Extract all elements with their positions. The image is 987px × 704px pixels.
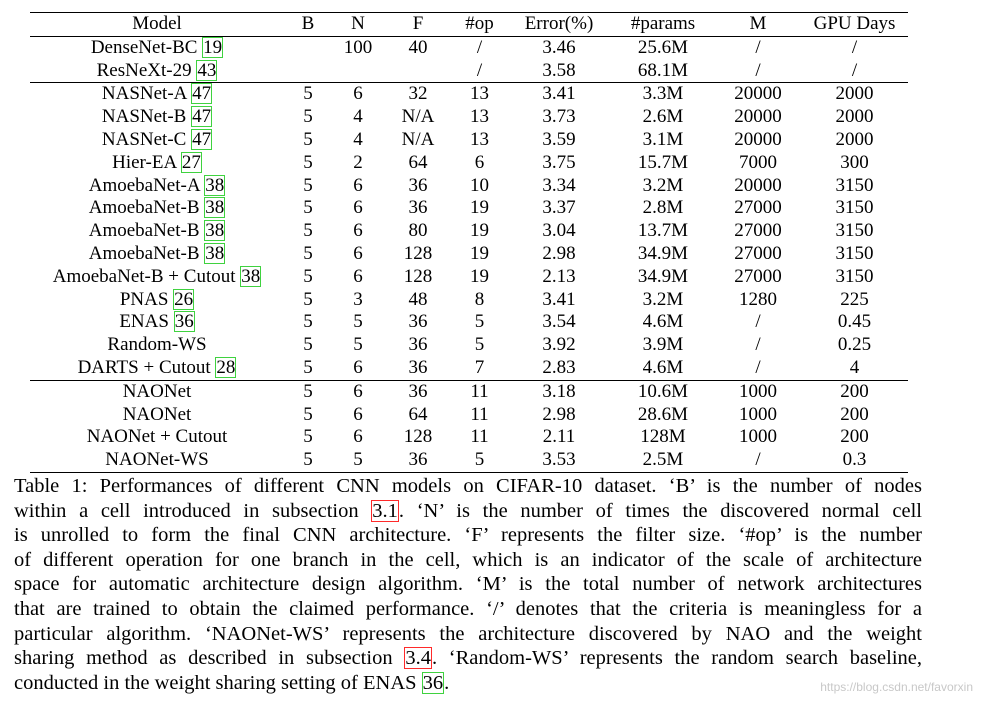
table-caption (14, 474, 922, 695)
cell-f: 48 (408, 288, 428, 310)
model-cell (30, 289, 284, 312)
caption-line: conducted in the weight sharing setting of ENAS 36. (14, 671, 450, 694)
cell-m: 1000 (739, 426, 777, 448)
model-name: AmoebaNet-B (88, 242, 200, 264)
cell-m: 7000 (739, 151, 777, 173)
table-row (30, 311, 908, 334)
caption-line: within a cell introduced in subsection 3.1. ‘N’ is the number of times the discovered normal cell (14, 499, 922, 522)
cell-f: 36 (408, 311, 428, 333)
cell-gpu: 200 (840, 426, 869, 448)
citation-link[interactable]: 38 (241, 265, 261, 287)
table-row (30, 175, 908, 198)
cell-b: 5 (303, 83, 313, 105)
cell-b: 5 (303, 106, 313, 128)
cell-op: 5 (474, 311, 485, 333)
cell-err: 2.83 (542, 356, 576, 378)
model-cell (30, 220, 284, 243)
cell-op: 19 (470, 197, 489, 219)
caption-line: space for automatic architecture design algorithm. ‘M’ is the total number of network architectures (14, 573, 922, 596)
model-cell (30, 266, 284, 289)
model-cell (30, 334, 284, 357)
cell-err: 2.13 (542, 265, 576, 287)
cell-op: 8 (474, 288, 485, 310)
cell-op: / (476, 59, 483, 81)
cell-m: 20000 (734, 83, 782, 105)
table-row (30, 197, 908, 220)
results-table (30, 12, 908, 473)
cell-params: 34.9M (637, 265, 689, 287)
cell-f: 64 (408, 151, 428, 173)
cell-m: / (755, 334, 761, 356)
column-header: #op (465, 13, 494, 34)
cell-m: / (755, 449, 761, 471)
subsection-link[interactable]: 3.4 (405, 647, 431, 670)
citation-link[interactable]: 27 (181, 151, 201, 173)
cell-f: 36 (408, 380, 428, 402)
model-name: NAONet + Cutout (86, 426, 228, 448)
cell-m: 1000 (739, 380, 777, 402)
table-row (30, 243, 908, 266)
cell-params: 3.2M (642, 288, 684, 310)
table-row (30, 426, 908, 449)
table-row (30, 289, 908, 312)
cell-err: 3.46 (542, 36, 576, 58)
cell-n: 100 (343, 36, 373, 58)
model-name: AmoebaNet-B (88, 220, 200, 242)
cell-op: 19 (470, 242, 489, 264)
cell-err: 3.59 (542, 128, 576, 150)
cell-op: 7 (474, 356, 485, 378)
cell-gpu: / (851, 59, 858, 81)
citation-link[interactable]: 28 (216, 356, 236, 378)
model-name: NAONet-WS (105, 449, 209, 471)
cell-n: 6 (353, 174, 363, 196)
cell-f: 128 (403, 265, 433, 287)
citation-link[interactable]: 38 (205, 197, 225, 219)
cell-b (284, 60, 332, 83)
cell-f: 80 (408, 220, 428, 242)
cell-f: 128 (403, 426, 433, 448)
caption-line: that are trained to obtain the claimed performance. ‘/’ denotes that the criteria is meaningless for a (14, 597, 922, 620)
table-row (30, 129, 908, 152)
cell-params: 3.3M (642, 83, 684, 105)
cell-b: 5 (303, 449, 313, 471)
model-name: AmoebaNet-B (88, 197, 200, 219)
cell-err: 3.58 (542, 59, 576, 81)
cell-err: 3.92 (542, 334, 576, 356)
cell-gpu: 0.45 (837, 311, 872, 333)
model-cell (30, 129, 284, 152)
model-name: Random-WS (107, 334, 207, 356)
column-header: #params (630, 13, 696, 34)
cell-n: 6 (353, 242, 363, 264)
cell-b: 5 (303, 426, 313, 448)
cell-b: 5 (303, 242, 313, 264)
cell-n: 6 (353, 83, 363, 105)
model-name: DARTS + Cutout (77, 356, 211, 378)
cell-b: 5 (303, 380, 313, 402)
citation-link[interactable]: 38 (205, 220, 225, 242)
model-name: NASNet-C (101, 128, 187, 150)
cell-params: 3.2M (642, 174, 684, 196)
cell-op: 19 (470, 265, 489, 287)
model-name: AmoebaNet-B + Cutout (52, 265, 236, 287)
baseline-group (30, 36, 908, 83)
cell-b: 5 (303, 334, 313, 356)
cell-params: 2.6M (642, 106, 684, 128)
cell-err: 2.98 (542, 403, 576, 425)
cell-gpu: 3150 (835, 197, 874, 219)
cell-m: 27000 (734, 242, 782, 264)
cell-gpu: 3150 (835, 174, 874, 196)
watermark: https://blog.csdn.net/favorxin (820, 680, 973, 694)
cell-b: 5 (303, 288, 313, 310)
model-cell (30, 36, 284, 59)
cell-m: / (755, 59, 761, 81)
cell-err: 2.98 (542, 242, 576, 264)
header-row (30, 13, 908, 37)
column-header: GPU Days (813, 13, 896, 34)
cell-op: 13 (470, 106, 489, 128)
naonet-group (30, 380, 908, 472)
cell-params: 10.6M (637, 380, 689, 402)
cell-f: 40 (408, 36, 428, 58)
citation-link[interactable]: 47 (192, 106, 212, 128)
cell-n: 2 (353, 151, 363, 173)
model-name: ResNeXt-29 (96, 59, 192, 81)
model-name: NAONet (122, 403, 192, 425)
caption-line: sharing method as described in subsection 3.4. ‘Random-WS’ represents the random search baseline, (14, 647, 923, 670)
cell-n: 5 (353, 334, 363, 356)
cell-n: 3 (353, 288, 363, 310)
cell-gpu: 3150 (835, 220, 874, 242)
cell-err: 3.54 (542, 311, 576, 333)
table-header (30, 13, 908, 37)
citation-link[interactable]: 43 (197, 59, 217, 81)
cell-gpu: 3150 (835, 242, 874, 264)
citation-link[interactable]: 47 (192, 83, 212, 105)
cell-n: 6 (353, 220, 363, 242)
cell-m: 27000 (734, 220, 782, 242)
model-cell (30, 83, 284, 106)
cell-gpu: 2000 (835, 83, 874, 105)
cell-m: 1280 (739, 288, 777, 310)
model-name: Hier-EA (112, 151, 177, 173)
cell-err: 3.34 (542, 174, 576, 196)
cell-params: 15.7M (637, 151, 689, 173)
cell-n: 5 (353, 449, 363, 471)
model-cell (30, 175, 284, 198)
nas-methods-group (30, 83, 908, 380)
table-row (30, 404, 908, 427)
cell-op: 6 (474, 151, 485, 173)
cell-b: 5 (303, 356, 313, 378)
cell-err: 3.73 (542, 106, 576, 128)
model-name: NAONet (122, 380, 192, 402)
cell-m: 27000 (734, 265, 782, 287)
cell-params: 13.7M (637, 220, 689, 242)
results-table-container (30, 12, 908, 473)
cell-m: 20000 (734, 174, 782, 196)
table-row (30, 83, 908, 106)
cell-b: 5 (303, 128, 313, 150)
column-header: N (351, 13, 365, 34)
column-header: Error(%) (524, 13, 594, 34)
cell-op: 11 (470, 426, 489, 448)
table-row (30, 334, 908, 357)
cell-gpu: 200 (840, 403, 869, 425)
model-cell (30, 357, 284, 380)
cell-b: 5 (303, 403, 313, 425)
model-name: DenseNet-BC (90, 36, 198, 58)
cell-n: 6 (353, 426, 363, 448)
cell-op: 5 (474, 334, 485, 356)
cell-params: 28.6M (637, 403, 689, 425)
cell-f: 36 (408, 197, 428, 219)
cell-err: 3.53 (542, 449, 576, 471)
caption-line: Table 1: Performances of different CNN models on CIFAR-10 dataset. ‘B’ is the number of nodes (14, 475, 922, 497)
model-cell (30, 197, 284, 220)
cell-gpu: 200 (840, 380, 869, 402)
cell-m: 27000 (734, 197, 782, 219)
cell-b: 5 (303, 151, 313, 173)
cell-f: 32 (408, 83, 428, 105)
table-row (30, 36, 908, 59)
table-row (30, 266, 908, 289)
cell-params: 2.8M (642, 197, 684, 219)
cell-m: / (755, 311, 761, 333)
model-cell (30, 426, 284, 449)
cell-gpu: 4 (849, 356, 860, 378)
model-name: AmoebaNet-A (88, 174, 200, 196)
cell-m: / (755, 356, 761, 378)
cell-n (332, 60, 384, 83)
cell-err: 3.04 (542, 220, 576, 242)
citation-link[interactable]: 38 (205, 242, 225, 264)
cell-op: 5 (474, 449, 485, 471)
cell-n: 5 (353, 311, 363, 333)
cell-f: 36 (408, 449, 428, 471)
cell-b: 5 (303, 197, 313, 219)
citation-link[interactable]: 19 (203, 36, 223, 58)
cell-err: 2.11 (542, 426, 576, 448)
cell-n: 6 (353, 265, 363, 287)
model-name: NASNet-B (101, 106, 187, 128)
table-row (30, 106, 908, 129)
cell-op: 11 (470, 403, 489, 425)
cell-m: 20000 (734, 106, 782, 128)
cell-f: 36 (408, 174, 428, 196)
model-cell (30, 152, 284, 175)
cell-params: 25.6M (637, 36, 689, 58)
cell-f: 36 (408, 356, 428, 378)
table-row (30, 152, 908, 175)
cell-params: 34.9M (637, 242, 689, 264)
cell-f: 36 (408, 334, 428, 356)
cell-b: 5 (303, 220, 313, 242)
cell-n: 6 (353, 403, 363, 425)
table-row (30, 60, 908, 83)
cell-m: 20000 (734, 128, 782, 150)
cell-params: 128M (640, 426, 686, 448)
cell-gpu: 2000 (835, 128, 874, 150)
model-cell (30, 60, 284, 83)
caption-line: is unrolled to form the final CNN architecture. ‘F’ represents the filter size. ‘#op’ is the number (14, 524, 922, 547)
cell-n: 4 (353, 128, 363, 150)
cell-f: 64 (408, 403, 428, 425)
cell-gpu: 300 (840, 151, 869, 173)
cell-f: N/A (401, 128, 435, 150)
cell-op: 19 (470, 220, 489, 242)
cell-op: 10 (470, 174, 489, 196)
cell-m: 1000 (739, 403, 777, 425)
cell-params: 2.5M (642, 449, 684, 471)
model-cell (30, 106, 284, 129)
cell-gpu: / (851, 36, 858, 58)
model-cell (30, 380, 284, 403)
subsection-link[interactable]: 3.1 (372, 499, 398, 522)
cell-op: / (476, 36, 483, 58)
cell-params: 3.1M (642, 128, 684, 150)
cell-params: 4.6M (642, 311, 684, 333)
column-header: Model (132, 13, 182, 34)
model-cell (30, 243, 284, 266)
citation-link[interactable]: 47 (192, 128, 212, 150)
table-row (30, 449, 908, 472)
model-name: PNAS (119, 288, 169, 310)
cell-params: 3.9M (642, 334, 684, 356)
cell-err: 3.37 (542, 197, 576, 219)
cell-n: 6 (353, 197, 363, 219)
cell-op: 11 (470, 380, 489, 402)
cell-b: 5 (303, 311, 313, 333)
cell-gpu: 225 (840, 288, 869, 310)
table-row (30, 220, 908, 243)
caption-line: particular algorithm. ‘NAONet-WS’ represents the architecture discovered by NAO and the weight (14, 622, 922, 645)
cell-err: 3.41 (542, 288, 576, 310)
model-cell (30, 311, 284, 334)
cell-n: 6 (353, 380, 363, 402)
cell-gpu: 0.25 (837, 334, 872, 356)
cell-b: 5 (303, 265, 313, 287)
citation-link[interactable]: 38 (205, 174, 225, 196)
cell-gpu: 3150 (835, 265, 874, 287)
cell-m: / (755, 36, 761, 58)
cell-params: 68.1M (637, 59, 689, 81)
model-cell (30, 404, 284, 427)
cell-f: N/A (401, 106, 435, 128)
cell-gpu: 0.3 (842, 449, 867, 471)
citation-link[interactable]: 26 (174, 288, 194, 310)
cell-op: 13 (470, 83, 489, 105)
table-row (30, 380, 908, 403)
model-name: ENAS (119, 311, 169, 333)
cell-err: 3.75 (542, 151, 576, 173)
cell-params: 4.6M (642, 356, 684, 378)
cell-n: 4 (353, 106, 363, 128)
cell-b (284, 36, 332, 59)
cell-b: 5 (303, 174, 313, 196)
cell-err: 3.18 (542, 380, 576, 402)
column-header: F (412, 13, 424, 34)
model-cell (30, 449, 284, 472)
cell-gpu: 2000 (835, 106, 874, 128)
column-header: B (301, 13, 315, 34)
cell-n: 6 (353, 356, 363, 378)
table-row (30, 357, 908, 380)
cell-err: 3.41 (542, 83, 576, 105)
column-header: M (749, 13, 767, 34)
caption-line: of different operation for one branch in the cell, which is an indicator of the scale of architecture (14, 548, 922, 571)
model-name: NASNet-A (101, 83, 187, 105)
cell-f (384, 60, 452, 83)
citation-link[interactable]: 36 (174, 311, 194, 333)
citation-link[interactable]: 36 (422, 671, 444, 694)
cell-f: 128 (403, 242, 433, 264)
cell-op: 13 (470, 128, 489, 150)
